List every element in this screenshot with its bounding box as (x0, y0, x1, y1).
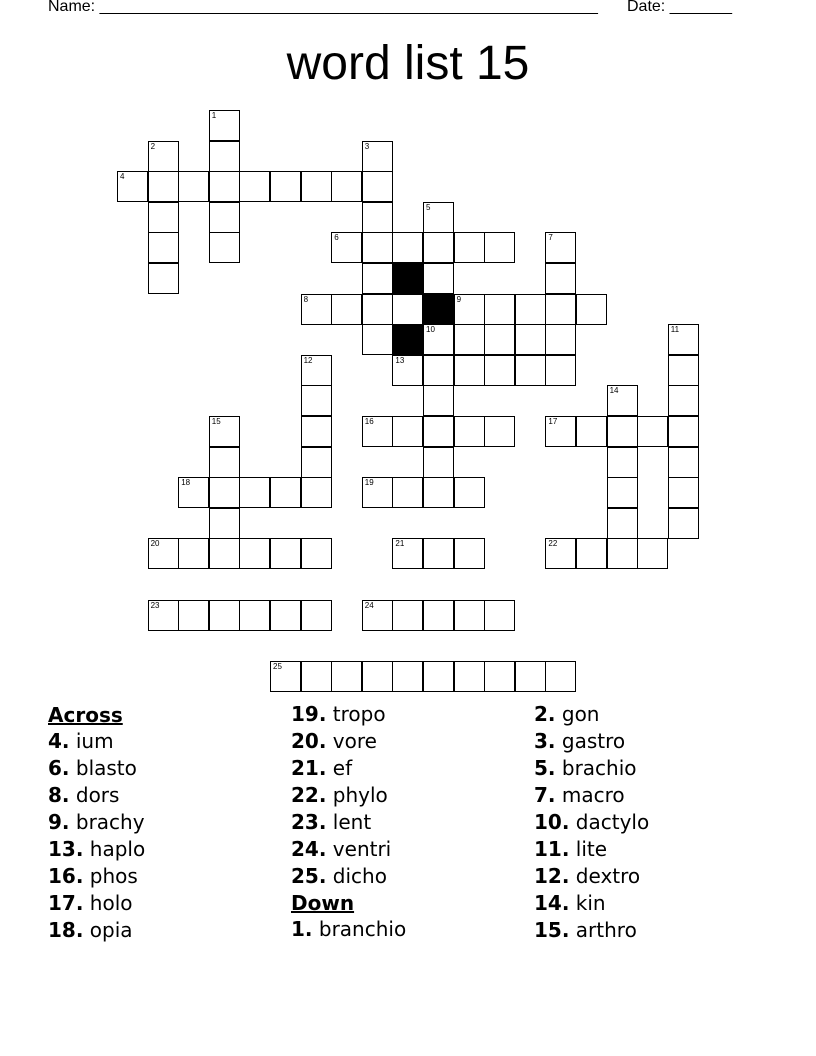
cell-number: 6 (334, 233, 339, 243)
grid-cell[interactable] (362, 263, 393, 294)
grid-cell[interactable] (148, 538, 179, 569)
grid-cell[interactable] (209, 202, 240, 233)
clue-across: 18. opia (48, 918, 133, 942)
grid-cell[interactable] (607, 508, 638, 539)
grid-cell[interactable] (668, 416, 699, 447)
grid-cell[interactable] (392, 661, 423, 692)
grid-cell[interactable] (209, 141, 240, 172)
grid-cell[interactable] (454, 477, 485, 508)
grid-cell[interactable] (545, 355, 576, 386)
grid-cell[interactable] (209, 447, 240, 478)
grid-cell[interactable] (423, 385, 454, 416)
grid-cell[interactable] (392, 294, 423, 325)
grid-cell[interactable] (423, 538, 454, 569)
grid-cell[interactable] (209, 110, 240, 141)
clue-column-1 (48, 702, 145, 944)
grid-cell[interactable] (668, 324, 699, 355)
cell-number: 18 (181, 478, 191, 488)
grid-cell[interactable] (484, 661, 515, 692)
grid-cell[interactable] (270, 661, 301, 692)
grid-cell[interactable] (668, 477, 699, 508)
grid-cell[interactable] (454, 294, 485, 325)
grid-cell[interactable] (392, 355, 423, 386)
cell-number: 22 (548, 539, 558, 549)
grid-cell[interactable] (515, 294, 546, 325)
grid-block-cell (423, 294, 454, 325)
grid-cell[interactable] (148, 600, 179, 631)
grid-cell[interactable] (607, 416, 638, 447)
grid-cell[interactable] (148, 202, 179, 233)
clue-across: 9. brachy (48, 810, 145, 834)
clue-column-2 (291, 701, 406, 943)
grid-cell[interactable] (576, 416, 607, 447)
cell-number: 23 (150, 600, 160, 610)
grid-cell[interactable] (423, 263, 454, 294)
cell-number: 8 (303, 294, 309, 304)
grid-cell[interactable] (545, 294, 576, 325)
grid-cell[interactable] (209, 171, 240, 202)
grid-cell[interactable] (668, 355, 699, 386)
clue-across: 22. phylo (291, 783, 388, 807)
cell-number: 5 (426, 202, 431, 212)
grid-cell[interactable] (239, 477, 270, 508)
puzzle-title: word list 15 (286, 37, 530, 90)
grid-cell[interactable] (484, 355, 515, 386)
grid-block-cell (392, 263, 423, 294)
grid-cell[interactable] (362, 171, 393, 202)
grid-cell[interactable] (423, 324, 454, 355)
grid-cell[interactable] (454, 538, 485, 569)
clue-across: 23. lent (291, 810, 372, 834)
grid-cell[interactable] (454, 324, 485, 355)
grid-cell[interactable] (423, 661, 454, 692)
grid-cell[interactable] (301, 294, 332, 325)
clue-across: 17. holo (48, 891, 133, 915)
grid-cell[interactable] (301, 600, 332, 631)
cell-number: 19 (364, 478, 374, 488)
clue-across: 4. ium (48, 729, 114, 753)
grid-cell[interactable] (331, 232, 362, 263)
grid-cell[interactable] (270, 538, 301, 569)
grid-cell[interactable] (301, 416, 332, 447)
cell-number: 4 (120, 172, 125, 182)
clue-down: 14. kin (534, 891, 606, 915)
cell-number: 21 (395, 539, 405, 549)
grid-cell[interactable] (454, 600, 485, 631)
grid-cell[interactable] (301, 477, 332, 508)
grid-cell[interactable] (545, 538, 576, 569)
grid-cell[interactable] (484, 324, 515, 355)
cell-number: 9 (456, 294, 462, 304)
cell-number: 17 (548, 417, 558, 426)
clue-down: 1. branchio (291, 917, 407, 941)
grid-cell[interactable] (362, 141, 393, 172)
grid-cell[interactable] (148, 232, 179, 263)
grid-cell[interactable] (362, 202, 393, 233)
grid-cell[interactable] (515, 355, 546, 386)
grid-cell[interactable] (239, 171, 270, 202)
grid-cell[interactable] (301, 447, 332, 478)
grid-cell[interactable] (331, 661, 362, 692)
grid-block-cell (392, 324, 423, 355)
cell-number: 15 (211, 417, 221, 426)
grid-cell[interactable] (484, 416, 515, 447)
grid-cell[interactable] (178, 538, 209, 569)
grid-cell[interactable] (392, 477, 423, 508)
cell-number: 25 (273, 661, 282, 671)
grid-cell[interactable] (301, 661, 332, 692)
grid-cell[interactable] (423, 447, 454, 478)
grid-cell[interactable] (484, 600, 515, 631)
clue-down: 11. lite (534, 837, 608, 861)
grid-cell[interactable] (178, 600, 209, 631)
grid-cell[interactable] (209, 508, 240, 539)
clue-across: 24. ventri (291, 837, 392, 861)
grid-cell[interactable] (362, 477, 393, 508)
grid-cell[interactable] (668, 508, 699, 539)
clue-down: 3. gastro (534, 729, 626, 753)
grid-cell[interactable] (209, 477, 240, 508)
grid-cell[interactable] (392, 232, 423, 263)
grid-cell[interactable] (545, 232, 576, 263)
grid-cell[interactable] (392, 416, 423, 447)
grid-cell[interactable] (301, 171, 332, 202)
grid-cell[interactable] (423, 202, 454, 233)
grid-cell[interactable] (331, 294, 362, 325)
grid-cell[interactable] (668, 385, 699, 416)
grid-cell[interactable] (607, 447, 638, 478)
grid-cell[interactable] (209, 600, 240, 631)
grid-cell[interactable] (209, 538, 240, 569)
grid-cell[interactable] (454, 416, 485, 447)
grid-cell[interactable] (270, 171, 301, 202)
cell-number: 11 (670, 325, 680, 335)
grid-cell[interactable] (423, 232, 454, 263)
clue-across: 8. dors (48, 783, 120, 807)
clue-across: 20. vore (291, 729, 377, 753)
grid-cell[interactable] (148, 171, 179, 202)
grid-cell[interactable] (331, 171, 362, 202)
grid-cell[interactable] (454, 355, 485, 386)
grid-cell[interactable] (362, 232, 393, 263)
grid-cell[interactable] (515, 324, 546, 355)
cell-number: 13 (395, 355, 405, 365)
clue-down: 15. arthro (534, 918, 637, 942)
grid-cell[interactable] (545, 661, 576, 692)
grid-cell[interactable] (423, 355, 454, 386)
clue-across: 21. ef (291, 756, 353, 780)
grid-cell[interactable] (362, 294, 393, 325)
grid-cell[interactable] (362, 661, 393, 692)
grid-cell[interactable] (178, 477, 209, 508)
grid-cell[interactable] (607, 385, 638, 416)
grid-cell[interactable] (209, 416, 240, 447)
grid-cell[interactable] (423, 416, 454, 447)
clue-across: 16. phos (48, 864, 138, 888)
clue-down: 2. gon (534, 702, 600, 726)
grid-cell[interactable] (545, 263, 576, 294)
grid-cell[interactable] (637, 538, 668, 569)
grid-cell[interactable] (576, 294, 607, 325)
clue-across: 13. haplo (48, 837, 146, 861)
grid-cell[interactable] (301, 538, 332, 569)
down-header: Down (291, 891, 355, 915)
clue-down: 12. dextro (534, 864, 641, 888)
clue-down: 5. brachio (534, 756, 637, 780)
grid-cell[interactable] (607, 477, 638, 508)
grid-cell[interactable] (301, 385, 332, 416)
cell-number: 14 (609, 386, 619, 396)
clue-across: 6. blasto (48, 756, 137, 780)
date-field-label: Date: _______ (627, 0, 732, 15)
grid-cell[interactable] (362, 600, 393, 631)
grid-cell[interactable] (270, 600, 301, 631)
grid-cell[interactable] (484, 294, 515, 325)
grid-cell[interactable] (148, 263, 179, 294)
cell-number: 1 (211, 111, 217, 120)
grid-cell[interactable] (239, 538, 270, 569)
cell-number: 3 (364, 141, 370, 151)
grid-cell[interactable] (637, 416, 668, 447)
name-field-label: Name: ________________________________________________________ (48, 0, 598, 15)
grid-cell[interactable] (454, 232, 485, 263)
grid-cell[interactable] (423, 600, 454, 631)
clue-down: 10. dactylo (534, 810, 650, 834)
grid-cell[interactable] (362, 416, 393, 447)
grid-cell[interactable] (148, 141, 179, 172)
grid-cell[interactable] (607, 538, 638, 569)
grid-cell[interactable] (209, 232, 240, 263)
grid-cell[interactable] (362, 324, 393, 355)
grid-cell[interactable] (484, 232, 515, 263)
grid-cell[interactable] (270, 477, 301, 508)
clue-column-3 (534, 701, 649, 944)
grid-cell[interactable] (423, 477, 454, 508)
clue-down: 7. macro (534, 783, 625, 807)
across-header: Across (48, 703, 123, 727)
grid-cell[interactable] (392, 600, 423, 631)
grid-cell[interactable] (392, 538, 423, 569)
cell-number: 7 (548, 233, 553, 243)
grid-cell[interactable] (515, 661, 546, 692)
grid-cell[interactable] (668, 447, 699, 478)
cell-number: 2 (150, 141, 156, 151)
cell-number: 10 (426, 325, 435, 335)
clue-across: 19. tropo (291, 702, 386, 726)
grid-cell[interactable] (178, 171, 209, 202)
grid-cell[interactable] (545, 416, 576, 447)
grid-cell[interactable] (117, 171, 148, 202)
grid-cell[interactable] (576, 538, 607, 569)
grid-cell[interactable] (545, 324, 576, 355)
cell-number: 24 (364, 600, 374, 610)
clue-across: 25. dicho (291, 864, 387, 888)
cell-number: 12 (303, 355, 313, 365)
grid-cell[interactable] (301, 355, 332, 386)
grid-cell[interactable] (454, 661, 485, 692)
cell-number: 20 (150, 539, 160, 549)
grid-cell[interactable] (239, 600, 270, 631)
cell-number: 16 (364, 417, 374, 426)
